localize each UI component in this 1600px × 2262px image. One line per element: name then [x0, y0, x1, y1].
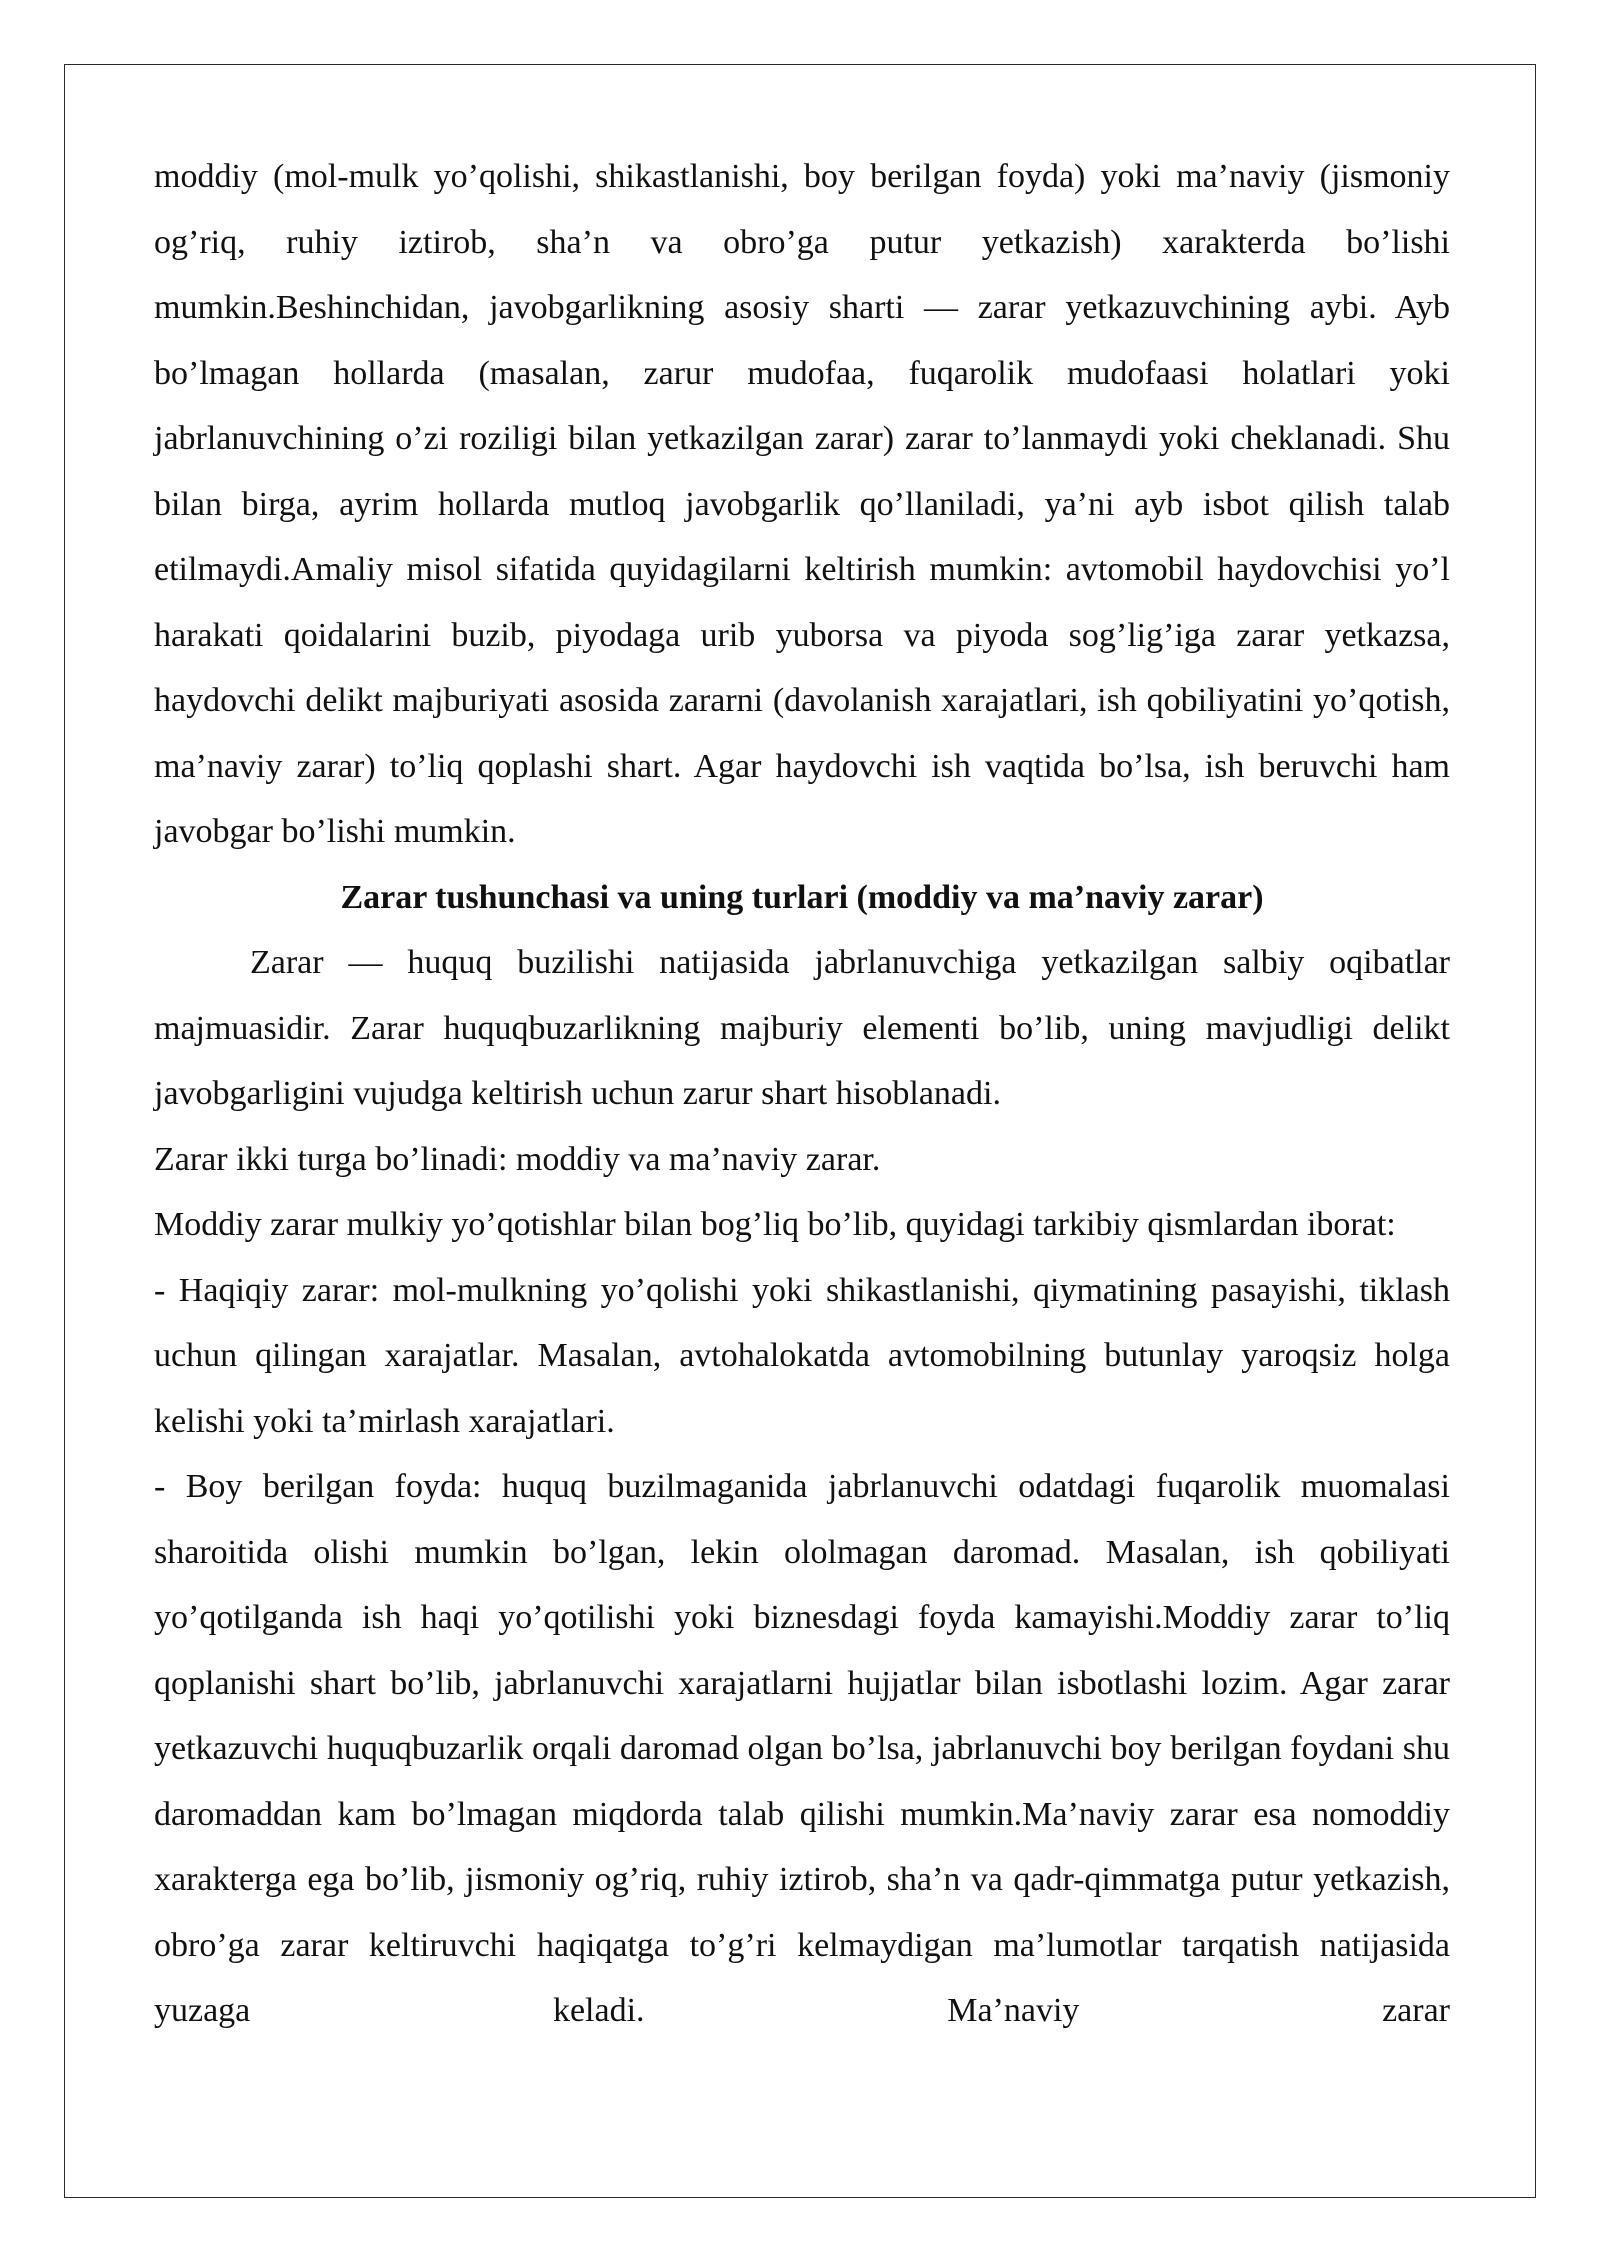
list-item-lost-profit: - Boy berilgan foyda: huquq buzilmaganida jabrlanuvchi odatdagi fuqarolik muomalasi sharoitida olishi mumkin bo’lgan, lekin ololmagan daromad. Masalan, ish qobiliyati yo’qotilganda ish haqi yo’qotilishi yoki biznesdagi foyda kamayishi.Moddiy zarar to’liq qoplanishi shart bo’lib, jabrlanuvchi xarajatlarni hujjatlar bilan isbotlashi lozim. Agar zarar yetkazuvchi huquqbuzarlik orqali daromad olgan bo’lsa, jabrlanuvchi boy berilgan foydani shu daromaddan kam bo’lmagan miqdorda talab qilishi mumkin.Ma’naviy zarar esa nomoddiy xarakterga ega bo’lib, jismoniy og’riq, ruhiy iztirob, sha’n va qadr-qimmatga putur yetkazish, obro’ga zarar keltiruvchi haqiqatga to’g’ri kelmaydigan ma’lumotlar tarqatish natijasida yuzaga keladi. Ma’naviy zarar: [154, 1468, 1450, 2029]
paragraph-definition: Zarar — huquq buzilishi natijasida jabrlanuvchiga yetkazilgan salbiy oqibatlar majmuasidir. Zarar huquqbuzarlikning majburiy elementi bo’lib, uning mavjudligi delikt javobgarligini vujudga keltirish uchun zarur shart hisoblanadi.: [154, 944, 1450, 1112]
document-body: [154, 144, 1450, 2044]
list-item-actual-damage: - Haqiqiy zarar: mol-mulkning yo’qolishi yoki shikastlanishi, qiymatining pasayishi, tiklash uchun qilingan xarajatlar. Masalan, avtohalokatda avtomobilning butunlay yaroqsiz holga kelishi yoki ta’mirlash xarajatlari.: [154, 1271, 1450, 1440]
paragraph-types: Zarar ikki turga bo’linadi: moddiy va ma’naviy zarar.: [154, 1140, 881, 1178]
paragraph-continuation: moddiy (mol-mulk yo’qolishi, shikastlanishi, boy berilgan foyda) yoki ma’naviy (jismoniy og’riq, ruhiy iztirob, sha’n va obro’ga putur yetkazish) xarakterda bo’lishi mumkin.Beshinchidan, javobgarlikning asosiy sharti — zarar yetkazuvchining aybi. Ayb bo’lmagan hollarda (masalan, zarur mudofaa, fuqarolik mudofaasi holatlari yoki jabrlanuvchining o’zi roziligi bilan yetkazilgan zarar) zarar to’lanmaydi yoki cheklanadi. Shu bilan birga, ayrim hollarda mutloq javobgarlik qo’llaniladi, ya’ni ayb isbot qilish talab etilmaydi.Amaliy misol sifatida quyidagilarni keltirish mumkin: avtomobil haydovchisi yo’l harakati qoidalarini buzib, piyodaga urib yuborsa va piyoda sog’lig’iga zarar yetkazsa, haydovchi delikt majburiyati asosida zararni (davolanish xarajatlari, ish qobiliyatini yo’qotish, ma’naviy zarar) to’liq qoplashi shart. Agar haydovchi ish vaqtida bo’lsa, ish beruvchi ham javobgar bo’lishi mumkin.: [154, 158, 1450, 850]
paragraph-material-damage: Moddiy zarar mulkiy yo’qotishlar bilan bog’liq bo’lib, quyidagi tarkibiy qismlardan iborat:: [154, 1206, 1396, 1243]
section-heading: Zarar tushunchasi va uning turlari (moddiy va ma’naviy zarar): [340, 878, 1264, 916]
